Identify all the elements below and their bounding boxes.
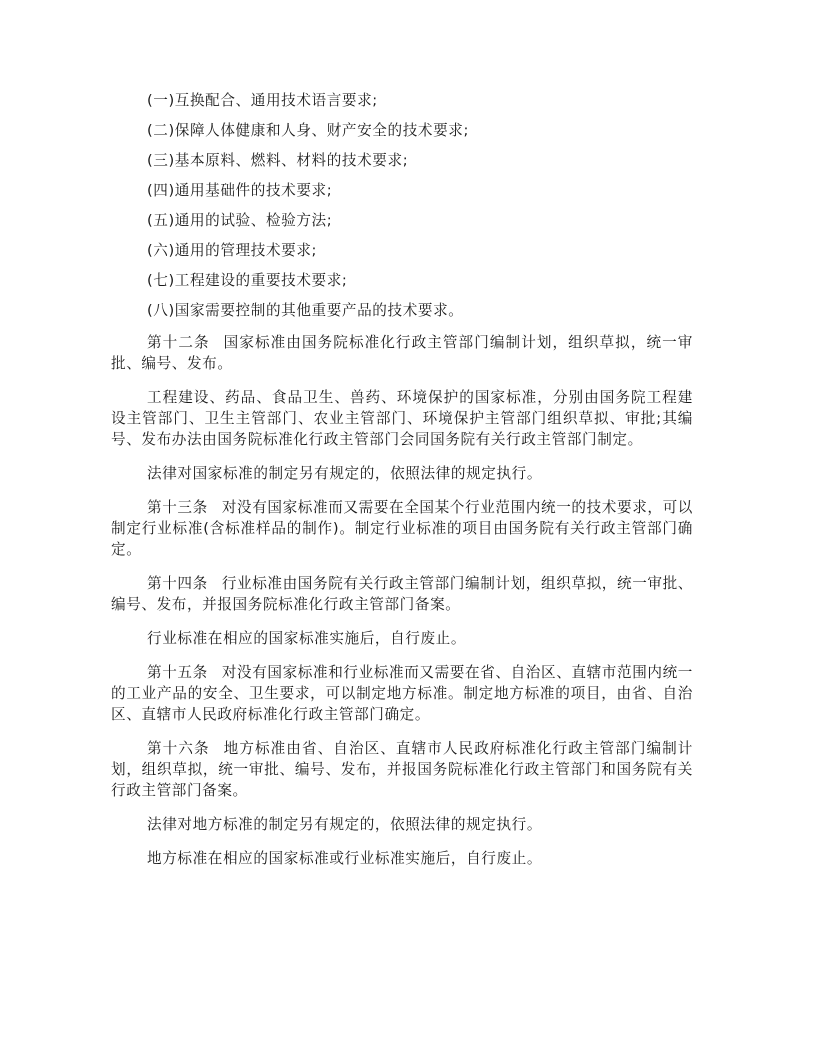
- list-item: (一)互换配合、通用技术语言要求;: [147, 92, 378, 109]
- article-number: 第十五条: [147, 664, 208, 681]
- list-item: (四)通用基础件的技术要求;: [147, 182, 333, 199]
- article-16-paragraph-2: 法律对地方标准的制定另有规定的，依照法律的规定执行。: [147, 816, 543, 833]
- article-14-paragraph-2: 行业标准在相应的国家标准实施后，自行废止。: [147, 630, 467, 647]
- list-item: (二)保障人体健康和人身、财产安全的技术要求;: [147, 122, 469, 139]
- article-number: 第十四条: [147, 575, 208, 592]
- article-12-paragraph: [111, 332, 693, 374]
- list-item: (六)通用的管理技术要求;: [147, 242, 318, 259]
- article-16-paragraph: [111, 738, 693, 801]
- article-14-paragraph: [111, 573, 693, 615]
- article-13-paragraph: [111, 497, 693, 560]
- article-text: 行业标准由国务院有关行政主管部门编制计划，组织草拟，统一审批、编号、发布，并报国务院标准化行政主管部门备案。: [111, 575, 694, 613]
- article-text: 地方标准由省、自治区、直辖市人民政府标准化行政主管部门编制计划，组织草拟，统一审批、编号、发布，并报国务院标准化行政主管部门和国务院有关行政主管部门备案。: [111, 740, 693, 799]
- list-item: (八)国家需要控制的其他重要产品的技术要求。: [147, 302, 464, 319]
- article-number: 第十二条: [147, 334, 210, 351]
- article-number: 第十三条: [147, 499, 208, 516]
- document-page: [111, 92, 693, 882]
- article-text: 国家标准由国务院标准化行政主管部门编制计划，组织草拟，统一审批、编号、发布。: [111, 334, 693, 372]
- article-15-paragraph: [111, 662, 693, 725]
- article-16-paragraph-3: 地方标准在相应的国家标准或行业标准实施后，自行废止。: [147, 850, 543, 867]
- article-text: 对没有国家标准而又需要在全国某个行业范围内统一的技术要求，可以制定行业标准(含标准样品的制作)。制定行业标准的项目由国务院有关行政主管部门确定。: [111, 499, 694, 558]
- list-item: (五)通用的试验、检验方法;: [147, 212, 333, 229]
- list-item: (七)工程建设的重要技术要求;: [147, 272, 348, 289]
- article-12-paragraph-2: 工程建设、药品、食品卫生、兽药、环境保护的国家标准，分别由国务院工程建设主管部门、卫生主管部门、农业主管部门、环境保护主管部门组织草拟、审批;其编号、发布办法由国务院标准化行政主管部门会同国务院有关行政主管部门制定。: [111, 389, 693, 448]
- article-text: 对没有国家标准和行业标准而又需要在省、自治区、直辖市范围内统一的工业产品的安全、卫生要求，可以制定地方标准。制定地方标准的项目，由省、自治区、直辖市人民政府标准化行政主管部门确定。: [111, 664, 694, 723]
- list-item: (三)基本原料、燃料、材料的技术要求;: [147, 152, 409, 169]
- article-number: 第十六条: [147, 740, 210, 757]
- article-12-paragraph-3: 法律对国家标准的制定另有规定的，依照法律的规定执行。: [147, 465, 543, 482]
